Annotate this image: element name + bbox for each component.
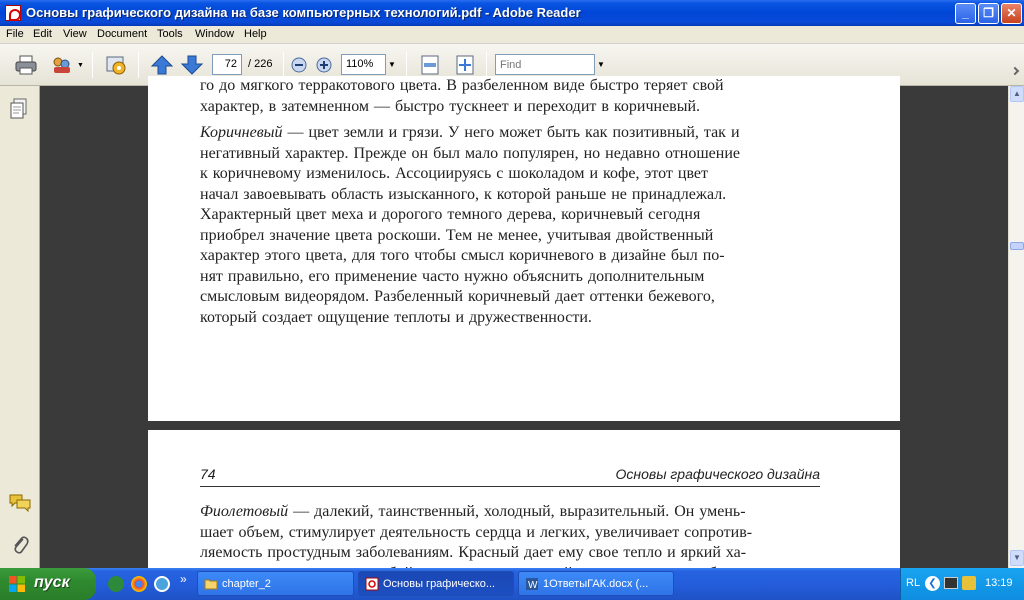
text-line: ляемость простудным заболеваниям. Красный дает ему свое тепло и яркий ха- <box>200 544 747 561</box>
menu-tools[interactable]: Tools <box>157 28 183 40</box>
folder-icon <box>204 577 218 591</box>
page-text-block <box>200 76 820 328</box>
taskbar <box>0 568 1024 600</box>
zoom-out-icon[interactable] <box>290 54 308 76</box>
taskbar-item-label: 1ОтветыГАК.docx (... <box>543 578 649 590</box>
navigation-pane <box>0 86 40 568</box>
taskbar-item-chapter[interactable] <box>197 571 354 596</box>
page-number-input[interactable]: 72 <box>212 54 242 75</box>
minimize-button[interactable]: _ <box>955 3 976 24</box>
menu-file[interactable]: File <box>6 28 24 40</box>
previous-page-icon[interactable] <box>150 54 174 76</box>
text-line: характер, в затемненном — быстро тускнеет и переходит в коричневый. <box>200 97 701 115</box>
quicklaunch-overflow-icon[interactable]: » <box>180 572 187 586</box>
toolbar-separator <box>138 52 139 78</box>
vertical-scrollbar[interactable] <box>1008 86 1024 568</box>
text-line: приобрел значение цвета роскоши. Тем не менее, учитывая двойственный <box>200 226 714 244</box>
toolbar-separator <box>92 52 93 78</box>
text-line: характер этого цвета, для того чтобы смысл коричневого в дизайне был по- <box>200 247 725 264</box>
start-label: пуск <box>34 574 70 591</box>
text-line: смысловым видеорядом. Разбеленный коричневый дает оттенки бежевого, <box>200 288 715 305</box>
pdf-app-icon <box>365 577 379 591</box>
header-rule <box>200 486 820 487</box>
text-line: нят правильно, его применение часто нужно объяснить дополнительным <box>200 267 705 285</box>
menu-bar <box>0 26 1024 44</box>
running-head: Основы графического дизайна <box>615 466 820 482</box>
clock[interactable]: 13:19 <box>985 577 1013 589</box>
zoom-level-select[interactable]: 110% <box>341 54 386 75</box>
paragraph <box>200 76 820 117</box>
next-page-icon[interactable] <box>180 54 204 76</box>
page-number: 74 <box>200 466 216 482</box>
scroll-up-icon[interactable]: ▲ <box>1010 86 1024 102</box>
text-line: начал завоевывать область изысканного, к которой раньше не принадлежал. <box>200 185 727 203</box>
svg-text:W: W <box>528 580 538 591</box>
pdf-app-icon <box>5 5 21 21</box>
toolbar-separator <box>406 52 407 78</box>
term-brown: Коричневый <box>200 124 283 141</box>
title-bar <box>0 0 1024 26</box>
utorrent-icon[interactable] <box>108 576 124 592</box>
taskbar-item-label: Основы графическо... <box>383 578 496 590</box>
paragraph-brown <box>200 123 820 328</box>
fit-page-icon[interactable] <box>453 54 477 76</box>
menu-window[interactable]: Window <box>195 28 235 40</box>
menu-edit[interactable]: Edit <box>33 28 52 40</box>
collaborate-icon[interactable] <box>50 54 74 76</box>
text-line: — далекий, таинственный, холодный, выразительный. Он умень- <box>288 503 746 520</box>
zoom-dropdown-icon[interactable]: ▼ <box>388 60 396 69</box>
collaborate-dropdown-icon[interactable]: ▼ <box>77 62 84 69</box>
language-indicator[interactable]: RL <box>906 577 921 589</box>
maximize-button[interactable]: ❐ <box>978 3 999 24</box>
print-icon[interactable] <box>14 54 38 76</box>
find-dropdown-icon[interactable]: ▼ <box>597 60 605 69</box>
network-icon[interactable] <box>944 577 958 589</box>
media-player-icon[interactable] <box>154 576 170 592</box>
document-viewer[interactable] <box>40 77 1008 568</box>
word-icon <box>525 577 539 591</box>
text-line: который создает ощущение теплоты и дружественности. <box>200 308 592 326</box>
menu-document[interactable]: Document <box>97 28 148 40</box>
start-button[interactable] <box>0 568 96 600</box>
taskbar-item-adobe-reader[interactable] <box>358 571 514 596</box>
text-line: негативный характер. Прежде он был мало популярен, но недавно отношение <box>200 144 740 162</box>
toolbar-separator <box>283 52 284 78</box>
menu-view[interactable]: View <box>63 28 87 40</box>
window-title: Основы графического дизайна на базе компьютерных технологий.pdf - Adobe Reader <box>26 5 581 20</box>
attachments-panel-icon[interactable] <box>10 534 30 556</box>
scrollbar-thumb[interactable] <box>1010 242 1024 250</box>
menu-help[interactable]: Help <box>244 28 267 40</box>
toolbar-overflow-icon[interactable] <box>1011 67 1019 75</box>
scroll-down-icon[interactable]: ▼ <box>1010 550 1024 566</box>
system-tray <box>900 568 1024 600</box>
show-hidden-icons-icon[interactable]: ❮ <box>925 576 940 591</box>
page-total-label: / 226 <box>248 58 273 70</box>
windows-logo-icon <box>8 575 26 593</box>
find-input[interactable] <box>495 54 595 75</box>
text-line: го до мягкого терракотового цвета. В разбеленном виде быстро теряет свой <box>200 77 724 94</box>
zoom-in-icon[interactable] <box>315 54 333 76</box>
text-line: шает объем, стимулирует деятельность сердца и легких, увеличивает сопротив- <box>200 523 753 541</box>
term-violet: Фиолетовый <box>200 503 289 520</box>
taskbar-item-label: chapter_2 <box>222 578 271 590</box>
text-line: Характерный цвет меха и дорогого темного дерева, коричневый сегодня <box>200 206 701 223</box>
settings-icon[interactable] <box>104 54 128 76</box>
pages-panel-icon[interactable] <box>9 98 29 120</box>
pdf-page <box>148 76 900 421</box>
toolbar-separator <box>486 52 487 78</box>
taskbar-item-word-document[interactable] <box>518 571 674 596</box>
text-line: — цвет земли и грязи. У него может быть как позитивный, так и <box>282 124 740 141</box>
text-line: к коричневому изменилось. Ассоциируясь с шоколадом и кофе, этот цвет <box>200 165 709 182</box>
comments-panel-icon[interactable] <box>8 492 32 514</box>
chrome-icon[interactable] <box>131 576 147 592</box>
close-button[interactable]: ✕ <box>1001 3 1022 24</box>
security-icon[interactable] <box>962 576 976 590</box>
fit-width-icon[interactable] <box>418 54 442 76</box>
